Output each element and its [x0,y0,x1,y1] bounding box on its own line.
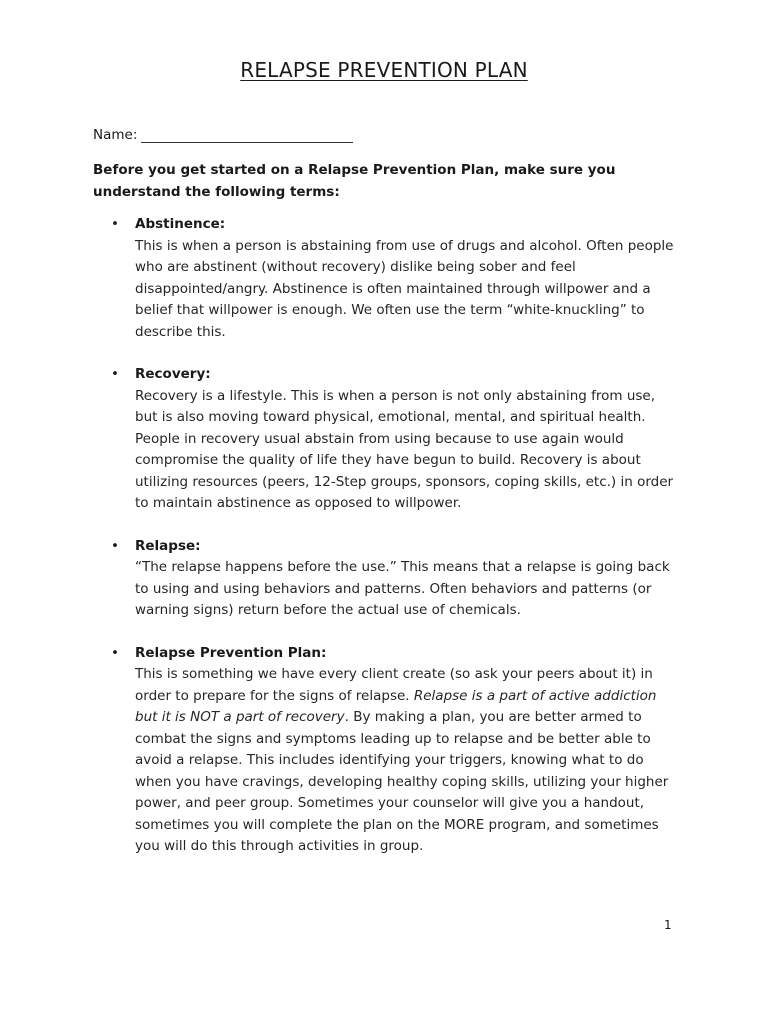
term-body-text: This is something we have every client create (so ask your peers about it) in order to prepare for the signs of relapse. [135,666,653,704]
term-body: Recovery is a lifestyle. This is when a person is not only abstaining from use, but is also moving toward physical, emotional, mental, and spiritual health. People in recovery usual abstain from using because to use again would compromise the quality of life they have begun to build. Recovery is about utilizing resources (peers, 12-Step groups, sponsors, coping skills, etc.) in order to maintain abstinence as opposed to willpower. [135,387,674,511]
term-recovery [110,364,680,515]
name-label: Name: [93,127,138,143]
bullet-icon: • [111,644,119,661]
term-body: This is when a person is abstaining from use of drugs and alcohol. Often people who are abstinent (without recovery) dislike being sober and feel disappointed/angry. Abstinence is often maintained through willpower and a belief that willpower is enough. We often use the term “white-knuckling” to describe this. [135,237,674,340]
page-title: RELAPSE PREVENTION PLAN [240,58,528,82]
term-relapse-prevention-plan [110,643,680,858]
name-blank-line [141,130,353,143]
bullet-icon: • [111,537,119,554]
term-body: “The relapse happens before the use.” This means that a relapse is going back to using and using behaviors and patterns. Often behaviors and patterns (or warning signs) return before the actual use of chemicals. [135,559,670,618]
bullet-icon: • [111,216,119,232]
term-title: Abstinence: [135,216,226,232]
term-body [135,664,680,858]
term-title: Relapse: [135,537,201,554]
bullet-icon: • [111,366,119,382]
term-title: Relapse Prevention Plan: [135,644,327,661]
page-number: 1 [664,918,672,932]
intro-paragraph: Before you get started on a Relapse Prevention Plan, make sure you understand the following terms: [93,162,616,200]
term-abstinence [110,214,680,343]
term-body-emphasis: Relapse is a part of active addiction but it is NOT a part of recovery [135,687,657,725]
term-body-text-continued: . By making a plan, you are better armed to combat the signs and symptoms leading up to relapse and be better able to avoid a relapse. This includes identifying your triggers, knowing what to do when you have cravings, developing healthy coping skills, utilizing your higher power, and peer group. Sometimes your counselor will give you a handout, sometimes you will complete the plan on the MORE program, and sometimes you will do this through activities in group. [135,709,669,854]
terms-list [110,214,680,858]
term-relapse [110,536,680,622]
term-title: Recovery: [135,366,211,382]
name-field-row [93,127,353,143]
